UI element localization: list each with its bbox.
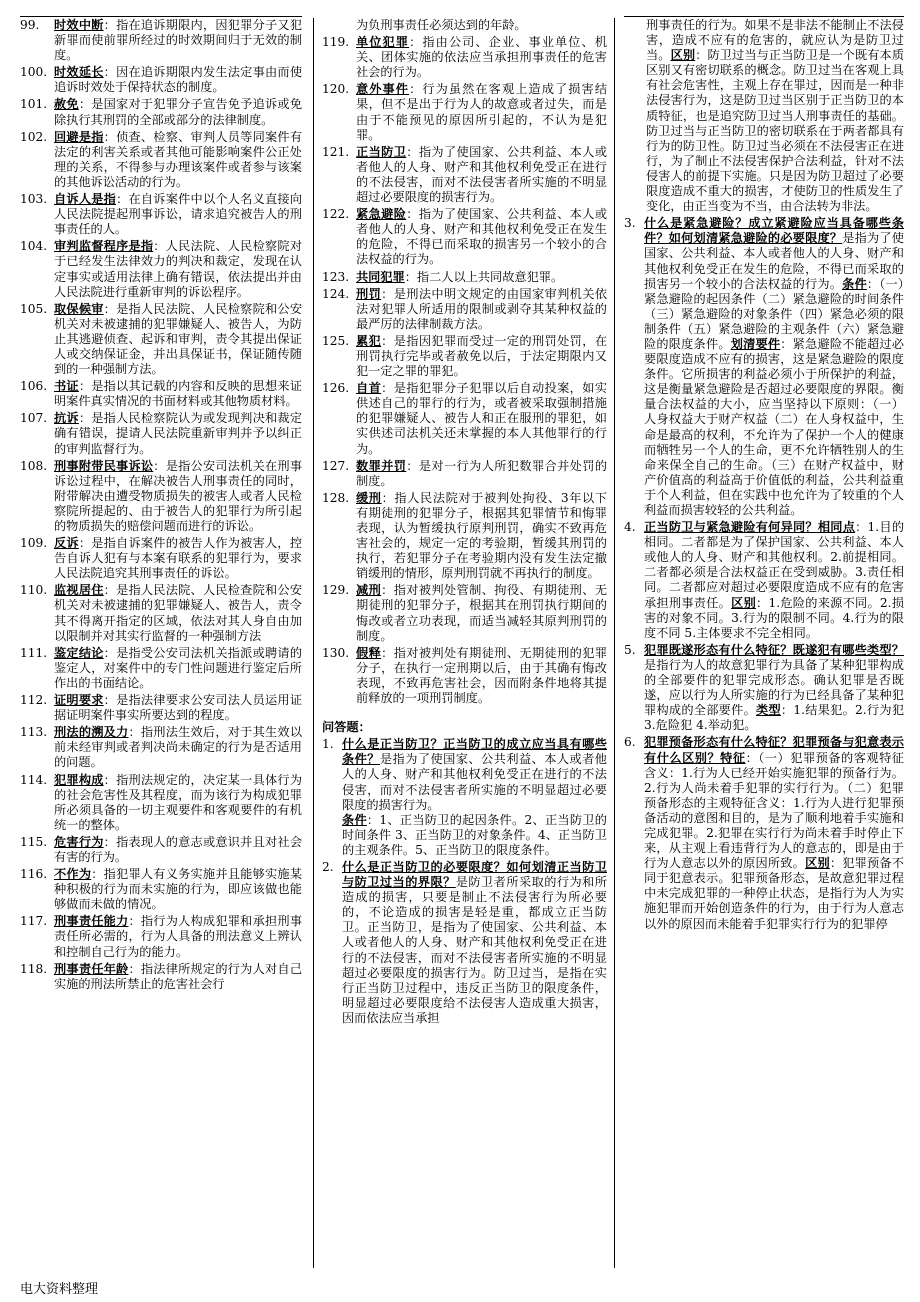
question-text: 犯罪预备形态有什么特征？犯罪预备与犯意表示有什么区别？特征 [644, 735, 904, 765]
definition-text: ：因在追诉期限内发生法定事由而使追诉时效处于保持状态的制度。 [54, 65, 302, 95]
item-number: 130. [322, 645, 350, 660]
definition-text: ：指由公司、企业、事业单位、机关、团体实施的依法应当承担刑事责任的危害社会的行为。 [356, 35, 607, 80]
definition-item [20, 130, 302, 190]
definition-item [322, 270, 607, 285]
answer-text: ：（一）犯罪预备的客观特征含义：1.行为人已经开始实施犯罪的预备行为。2.行为人尚未着手犯罪的实行行为。（二）犯罪预备形态的主观特征含义：1.行为人进行犯罪预备活动的意图和目的，是为了顺利地着手实施和完成犯罪。2.犯罪在实行行为尚未着手时停止下来，从主观上看违背行为人的意志的，即是由于行为人意志以外的原因所致。 [644, 750, 904, 871]
term-label: 区别 [805, 856, 830, 871]
item-number: 3. [624, 216, 636, 231]
definition-text: ：是指公安司法机关在刑事诉讼过程中，在解决被告人刑事责任的同时，附带解决由遭受物质损失的被害人或者人民检察院所提起的、由于被告人的犯罪行为所引起的物质损失的赔偿问题而进行的诉讼。 [54, 458, 302, 533]
definition-text: ：指行为人构成犯罪和承担刑事责任所必需的，行为人具备的刑法意义上辨认和控制自己行为的能力。 [54, 914, 302, 959]
definition-text: ：是指人民法院、人民检查院和公安机关对未被逮捕的犯罪嫌疑人、被告人，责令其不得离开指定的区域，依法对其人身自由加以限制并对其实行监督的一种强制方法 [54, 583, 302, 643]
definition-item [20, 646, 302, 691]
qa-item [624, 643, 904, 734]
question-text: 什么是正当防卫？正当防卫的成立应当具有哪些条件？ [342, 737, 607, 767]
question-text: 正当防卫与紧急避险有何异同？ [644, 520, 818, 535]
answer-text: 是指为了使国家、公共利益、本人或者他人的人身、财产和其他权利免受正在进行的不法侵害，而对不法侵害者所实施的不明显超过必要限度的损害行为。 [342, 752, 607, 812]
definition-item [20, 583, 302, 643]
term-label: 类型 [756, 703, 781, 718]
item-number: 115. [20, 834, 48, 849]
definition-item [20, 536, 302, 581]
definition-text: ：行为虽然在客观上造成了损害结果，但不是出于行为人的故意或者过失，而是由于不能预见的原因所引起的，不认为是犯罪。 [356, 82, 607, 142]
definition-text: ：在自诉案件中以个人名义直接向人民法院提起刑事诉讼，请求追究被告人的刑事责任的人。 [54, 192, 302, 237]
definition-item [20, 302, 302, 377]
definition-item [322, 583, 607, 643]
item-number: 104. [20, 239, 48, 254]
item-number: 113. [20, 725, 48, 740]
term-label: 区别 [731, 595, 757, 610]
column-divider [313, 18, 314, 1268]
definition-text: ：是国家对于犯罪分子宣告免予追诉或免除执行其刑罚的全部或部分的法律制度。 [54, 97, 302, 127]
term-label: 正当防卫 [356, 144, 407, 159]
definition-item [20, 693, 302, 723]
definition-text: ：是指自诉案件的被告人作为被害人，控告自诉人犯有与本案有联系的犯罪行为，要求人民法院追究其刑事责任的诉讼。 [54, 536, 302, 581]
qa-item [624, 735, 904, 931]
term-label: 反诉 [54, 536, 79, 551]
definition-text: ：是指受公安司法机关指派或聘请的鉴定人，对案件中的专门性问题进行鉴定后所作出的书面结论。 [54, 645, 302, 690]
qa-item [624, 216, 904, 518]
term-label: 书证 [54, 379, 79, 394]
term-label: 减刑 [356, 583, 382, 598]
item-number: 112. [20, 693, 48, 708]
definition-item [322, 35, 607, 80]
column-right [624, 18, 904, 1276]
answer-text: 是指行为人的故意犯罪行为具备了某种犯罪构成的全部要件的犯罪完成形态。确认犯罪是否既遂，应以行为人所实施的行为已经具备了某种犯罪构成的全部要件。 [644, 657, 904, 718]
top-rule-col1 [20, 16, 302, 17]
item-number: 114. [20, 772, 48, 787]
item-number: 108. [20, 458, 48, 473]
qa-list [322, 737, 607, 1026]
term-label: 刑罚 [356, 286, 382, 301]
definition-item [322, 491, 607, 582]
definition-item [20, 459, 302, 534]
definition-text: ：指刑法规定的，决定某一具体行为的社会危害性及其程度，而为该行为构成犯罪所必须具备的一切主观要件和客观要件的有机统一的整体。 [54, 772, 302, 832]
item-number: 124. [322, 286, 350, 301]
continued-text [624, 18, 904, 214]
column-divider [614, 18, 615, 1268]
continued-text-b: ：防卫过当与正当防卫是一个既有本质区别又有密切联系的概念。防卫过当在客观上具有社会危害性，主观上存在罪过，因而是一种非法侵害行为，这是防卫过当区别于正当防卫的本质特征，也是追究防卫过当人刑事责任的基础。防卫过当与正当防卫的密切联系在于两者都具有行为的防卫性。防卫过当必须在不法侵害正在进行，为了制止不法侵害保护合法利益，针对不法侵害人的前提下实施。只是因为防卫超过了必要限度造成不重大的损害，才使防卫的性质发生了变化，由正当变为不当，由合法转为非法。 [646, 48, 905, 214]
definition-item [20, 411, 302, 456]
item-number: 128. [322, 490, 350, 505]
term-label: 时效延长 [54, 65, 104, 80]
definition-item [20, 962, 302, 992]
definition-item [322, 459, 607, 489]
definition-item [20, 18, 302, 63]
term-label: 刑法的溯及力 [54, 725, 129, 740]
definition-item [20, 97, 302, 127]
item-number: 120. [322, 82, 350, 97]
definition-item [322, 381, 607, 456]
item-number: 2. [322, 859, 334, 874]
definition-text: ：指法律所规定的行为人对自己实施的刑法所禁止的危害社会行 [54, 961, 302, 991]
term-label: 鉴定结论 [54, 645, 104, 660]
definition-text: ：指对被判处管制、拘役、有期徒刑、无期徒刑的犯罪分子，根据其在刑罚执行期间的悔改或者立功表现，而适当减轻其原判刑罚的制度。 [356, 583, 607, 643]
continued-text: 为负刑事责任必须达到的年龄。 [356, 18, 527, 32]
answer-text: ：犯罪预备不同于犯意表示。犯罪预备形态，是故意犯罪过程中未完成犯罪的一种停止状态，是指行为人为实施犯罪而开始创造条件的行为，由于行为人意志以外的原因而未能着手犯罪实行行为的犯罪停 [644, 856, 904, 931]
term-label: 自首 [356, 381, 382, 396]
term-label: 刑事附带民事诉讼 [54, 458, 154, 473]
item-number: 105. [20, 301, 48, 316]
term-label: 缓刑 [356, 490, 382, 505]
item-number: 1. [322, 737, 334, 752]
item-number: 107. [20, 411, 48, 426]
definition-item [20, 773, 302, 833]
term-label: 单位犯罪 [356, 35, 410, 50]
answer-text: 是防卫者所采取的行为和所造成的损害，只要是制止不法侵害行为所必要的，不论造成的损害是轻是重，都成立正当防卫。正当防卫，是指为了使国家、公共利益、本人或者他人的人身、财产和其他权利免受正在进行的不法侵害，而对不法侵害者所实施的不明显超过必要限度的损害行为。防卫过当，是指在实行正当防卫过程中，违反正当防卫的限度条件，明显超过必要限度给不法侵害人造成重大损害，因而依法应当承担 [342, 875, 607, 1025]
term-label: 条件 [342, 812, 367, 827]
definition-item [322, 207, 607, 267]
item-number: 103. [20, 192, 48, 207]
term-label: 假释 [356, 645, 382, 660]
definition-text: ：指二人以上共同故意犯罪。 [404, 269, 564, 284]
definition-text: ：是指人民检察院认为或发现判决和裁定确有错误，提请人民法院重新审判并予以纠正的审判监督行为。 [54, 411, 302, 456]
answer-text: ：1.结果犯。2.行为犯 3.危险犯 4.举动犯。 [644, 703, 904, 733]
definition-text: ：指在追诉期限内，因犯罪分子又犯新罪而使前罪所经过的时效期间归于无效的制度。 [54, 18, 302, 63]
item-number: 116. [20, 867, 48, 882]
definition-item [322, 287, 607, 332]
term-label: 划清要件 [730, 336, 781, 351]
definition-text: ：指人民法院对于被判处拘役、3年以下有期徒刑的犯罪分子，根据其犯罪情节和悔罪表现，认为暂缓执行原判刑罚，确实不致再危害社会的，规定一定的考验期，暂缓其刑罚的执行，若犯罪分子在考验期内没有发生法定撤销缓刑的情形，原判刑罚就不再执行的制度。 [356, 490, 607, 581]
term-label: 区别 [670, 48, 696, 63]
term-label: 刑事责任能力 [54, 914, 129, 929]
question-text: 犯罪既遂形态有什么特征？既遂犯有哪些类型？ [644, 642, 904, 657]
definition-item [322, 82, 607, 142]
definition-item [20, 725, 302, 770]
item-number: 123. [322, 269, 350, 284]
item-number: 118. [20, 961, 48, 976]
definition-text: ：指为了使国家、公共利益、本人或者他人的人身、财产和其他权利免受正在进行的不法侵害，而对不法侵害者所实施的不明显超过必要限度的损害行为。 [356, 144, 607, 205]
top-rule-col3 [624, 16, 904, 17]
definition-item [20, 914, 302, 959]
definition-text: ：人民法院、人民检察院对于已经发生法律效力的判决和裁定，发现在认定事实或适用法律上确有错误，依法提出并由人民法院进行重新审判的诉讼程序。 [54, 239, 302, 299]
item-number: 6. [624, 735, 636, 750]
item-number: 126. [322, 381, 350, 396]
item-number: 102. [20, 129, 48, 144]
qa-item [624, 520, 904, 641]
definition-text: ：是对一行为人所犯数罪合并处罚的制度。 [356, 458, 607, 488]
item-number: 127. [322, 458, 350, 473]
term-label: 不作为 [54, 867, 92, 882]
definition-text: ：是刑法中明文规定的由国家审判机关依法对犯罪人所适用的限制或剥夺其某种权益的最严厉的法律制裁方法。 [356, 286, 607, 331]
qa-section-title: 问答题： [322, 720, 371, 735]
item-number: 100. [20, 65, 48, 80]
qa-item [322, 737, 607, 858]
column-middle [322, 18, 607, 1276]
definition-text: ：是指以其记载的内容和反映的思想来证明案件真实情况的书面材料或其他物质材料。 [54, 379, 302, 409]
answer-text: ：1、正当防卫的起因条件。2、正当防卫的时间条件 3、正当防卫的对象条件。4、正当防卫的主观条件。5、正当防卫的限度条件。 [342, 812, 607, 857]
term-label: 取保候审 [54, 301, 104, 316]
term-label: 条件 [842, 276, 867, 291]
term-label: 刑事责任年龄 [54, 961, 129, 976]
definition-text: ：指表现人的意志或意识并且对社会有害的行为。 [54, 834, 302, 864]
definition-text: ：是指因犯罪而受过一定的刑罚处罚，在刑罚执行完毕或者赦免以后，于法定期限内又犯一定之罪的罪犯。 [356, 333, 607, 379]
answer-text: ：紧急避险不能超过必要限度造成不应有的损害，这是紧急避险的限度条件。它所损害的利益必须小于所保护的利益，这是衡量紧急避险是否超过必要限度的界限。衡量合法权益的大小，应当坚持以下原则：（一）人身权益大于财产权益（二）在人身权益中，生命是最高的权利，不允许为了保护一个人的健康而牺牲另一个人的生命，更不允许牺牲别人的生命来保全自己的生命。（三）在财产权益中，财产价值高的利益高于价值低的利益，公共利益重于个人利益，但在实践中也允许为了较重的个人利益而损害较轻的公共利益。 [644, 336, 904, 517]
item-number: 99. [20, 18, 40, 32]
term-label: 意外事件 [356, 82, 410, 97]
definition-text: ：指刑法生效后，对于其生效以前未经审判或者判决尚未确定的行为是否适用的问题。 [54, 725, 302, 770]
definition-item [322, 145, 607, 205]
definition-text: ：指对被判处有期徒刑、无期徒刑的犯罪分子，在执行一定刑期以后，由于其确有悔改表现，不致再危害社会，因而附条件地将其提前释放的一项刑罚制度。 [356, 645, 607, 706]
item-number: 5. [624, 642, 636, 657]
term-label: 紧急避险 [356, 207, 407, 222]
definition-item [20, 239, 302, 299]
question-text: 相同点 [817, 520, 856, 535]
definition-text: ：侦查、检察、审判人员等同案件有法定的利害关系或者其他可能影响案件公正处理的关系，不得参与办理该案件或者参与该案的其他诉讼活动的行为。 [54, 129, 302, 189]
definition-item [20, 65, 302, 95]
definition-item [20, 192, 302, 237]
item-number: 110. [20, 583, 48, 598]
definition-text: ：是指犯罪分子犯罪以后自动投案，如实供述自己的罪行的行为，或者被采取强制措施的犯罪嫌疑人、被告人和正在服刑的罪犯，如实供述司法机关还未掌握的本人其他罪行的行为。 [356, 381, 607, 456]
definition-item [20, 379, 302, 409]
term-label: 共同犯罪 [356, 269, 405, 284]
term-label: 审判监督程序是指 [54, 239, 154, 254]
definition-text: ：是指法律要求公安司法人员运用证据证明案件事实所要达到的程度。 [54, 693, 302, 723]
answer-text: ：1.危险的来源不同。2.损害的对象不同。3.行为的限制不同。4.行为的限度不同 5.主体要求不完全相同。 [644, 595, 904, 640]
qa-list [624, 216, 904, 931]
answer-text: ：（一）紧急避险的起因条件（二）紧急避险的时间条件（三）紧急避险的对象条件（四）紧急必须的限制条件（五）紧急避险的主观条件（六）紧急避险的限度条件。 [644, 276, 904, 351]
term-label: 自诉人是指 [54, 192, 117, 207]
definition-list [322, 35, 607, 706]
page-footer: 电大资料整理 [20, 1282, 99, 1297]
definition-item [20, 835, 302, 865]
term-label: 抗诉 [54, 411, 79, 426]
term-label: 监视居住 [54, 583, 104, 598]
continued-text-a: 刑事责任的行为。如果不是非法不能制止不法侵害，造成不应有的危害的，就应认为是防卫过当。 [646, 18, 904, 63]
term-label: 回避是指 [54, 129, 104, 144]
definition-item [20, 867, 302, 912]
item-number: 109. [20, 536, 48, 551]
item-number: 4. [624, 520, 636, 535]
definition-text: ：是指人民法院、人民检察院和公安机关对未被逮捕的犯罪嫌疑人、被告人，为防止其逃避侦查、起诉和审判，责令其提出保证人或交纳保证金，并出具保证书，保证随传随到的一种强制方法。 [54, 301, 302, 377]
item-number: 122. [322, 207, 350, 222]
definition-item [322, 334, 607, 379]
definition-text: ：指犯罪人有义务实施并且能够实施某种积极的行为而未实施的行为，即应该做也能够做而未做的情况。 [54, 867, 302, 912]
answer-text: ：1.目的相同。二者都是为了保护国家、公共利益、本人或他人的人身、财产和其他权利。2.前提相同。二者都必须是合法权益正在受到威胁。3.责任相同。二者都应对超过必要限度造成不应有的危害承担刑事责任。 [644, 520, 904, 610]
term-label: 累犯 [356, 333, 382, 348]
column-left [20, 18, 302, 1276]
term-label: 犯罪构成 [54, 772, 104, 787]
question-text: 什么是正当防卫的必要限度？如何划清正当防卫与防卫过当的界限？ [342, 859, 607, 890]
definition-text: ：指为了使国家、公共利益、本人或者他人的人身、财产和其他权利免受正在发生的危险，不得已而采取的损害另一个较小的合法权益的行为。 [356, 207, 607, 267]
item-number: 101. [20, 97, 48, 112]
item-number: 121. [322, 144, 350, 159]
item-number: 125. [322, 333, 350, 348]
question-text: 什么是紧急避险？成立紧避险应当具备哪些条件？如何划清紧急避险的必要限度？ [644, 216, 904, 246]
answer-text: 是指为了使国家、公共利益、本人或者他人的人身、财产和其他权利免受正在发生的危险，不得已而采取的损害另一个较小的合法权益的行为。 [644, 231, 904, 291]
term-label: 证明要求 [54, 693, 104, 708]
definition-item [322, 646, 607, 706]
item-number: 111. [20, 645, 48, 660]
term-label: 时效中断 [54, 18, 104, 32]
item-number: 119. [322, 35, 350, 50]
item-number: 117. [20, 914, 48, 929]
qa-item [322, 860, 607, 1026]
item-number: 129. [322, 583, 350, 598]
term-label: 数罪并罚 [356, 458, 407, 473]
term-label: 危害行为 [54, 834, 104, 849]
item-number: 106. [20, 379, 48, 394]
term-label: 赦免 [54, 97, 79, 112]
